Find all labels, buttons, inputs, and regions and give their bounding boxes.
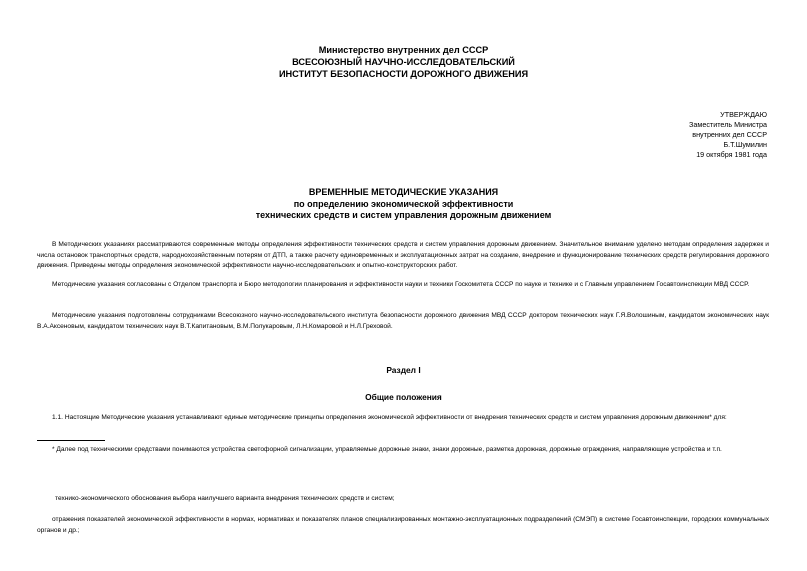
list-item: технико-экономического обоснования выбора наилучшего варианта внедрения технических средств и систем; [55,495,395,502]
section-title: Раздел I [386,365,421,375]
footnote-text: * Далее под техническими средствами понимаются устройства светофорной сигнализации, управляемые дорожные знаки, знаки дорожные, разметка дорожная, дорожные ограждения, направляющие устройства и т.п. [52,446,722,453]
document-title [0,187,807,222]
header-institute-line2: ИНСТИТУТ БЕЗОПАСНОСТИ ДОРОЖНОГО ДВИЖЕНИЯ [278,69,529,80]
title-line2: по определению экономической эффективности [293,198,514,209]
title-line1: ВРЕМЕННЫЕ МЕТОДИЧЕСКИЕ УКАЗАНИЯ [308,187,499,197]
title-line3: технических средств и систем управления дорожным движением [255,210,552,221]
approval-signer: Б.Т.Шумилин [723,140,767,149]
agreed-paragraph: Методические указания согласованы с Отделом транспорта и Бюро методологии планирования и эффективности науки и техники Госкомитета СССР по науке и технике и с Главным управлением Госавтоинспекции МВД СССР. [52,281,750,288]
authors-paragraph: Методические указания подготовлены сотрудниками Всесоюзного научно-исследовательского института безопасности дорожного движения МВД СССР доктором технических наук Г.Я.Волошиным, кандидатом экономических наук В.А.Аксеновым, кандидатом технических наук В.Т.Капитановым, В.М.Полукаровым, Л.Н.Комаровой и Н.Л.Греховой. [37,312,769,330]
clause-1-1: 1.1. Настоящие Методические указания устанавливают единые методические принципы определения экономической эффективности от внедрения технических средств и систем управления дорожным движением* для: [52,414,727,421]
intro-paragraph: В Методических указаниях рассматриваются современные методы определения эффективности технических средств и систем управления дорожным движением. Значительное внимание уделено методам определения задержек и числа остановок транспортных средств, народнохозяйственным потерям от ДТП, а также расчету единовременных и эксплуатационных затрат на создание, внедрение и функционирование технических средств регулирования дорожного движения. Приведены методы определения экономической эффективности научно-исследовательских и опытно-конструкторских работ. [37,241,769,270]
approval-heading: УТВЕРЖДАЮ [720,110,767,119]
list-item: отражения показателей экономической эффективности в нормах, нормативах и показателях планов специализированных монтажно-эксплуатационных подразделений (СМЭП) в системе Госавтоинспекции, городских коммунальных органов и др.; [37,516,769,534]
approval-date: 19 октября 1981 года [696,150,767,159]
header-ministry: Министерство внутренних дел СССР [318,45,489,55]
section-subtitle: Общие положения [365,392,442,402]
approval-block [567,110,767,160]
footnote-divider [37,440,105,441]
approval-position: Заместитель Министра [689,120,767,129]
header-institute-line1: ВСЕСОЮЗНЫЙ НАУЧНО-ИССЛЕДОВАТЕЛЬСКИЙ [292,57,515,68]
ministry-header [0,44,807,81]
approval-ministry: внутренних дел СССР [692,130,767,139]
